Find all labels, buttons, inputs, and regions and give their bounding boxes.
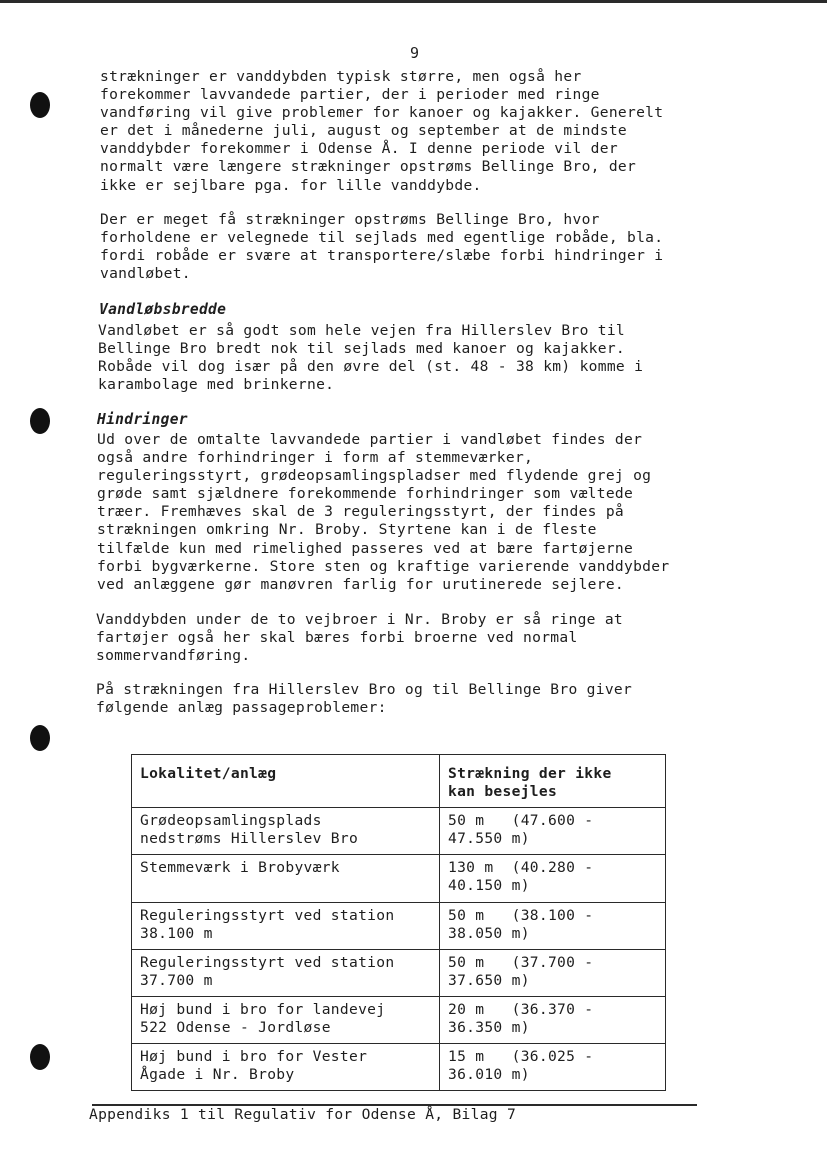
table-header-row <box>132 755 666 808</box>
intro-paragraph-1: strækninger er vanddybden typisk større, men også her forekommer lavvandede partier, der i perioder med ringe vandføring vil give problemer for kanoer og kajakker. Generelt er det i månederne juli, august og september at de mindste vanddybder forekommer i Odense Å. I denne periode vil der normalt være længere strækninger opstrøms Bellinge Bro, der ikke er sejlbare pga. for lille vanddybde. <box>100 68 664 194</box>
passage-problems-table <box>131 754 666 1091</box>
cell-stretch: 50 m (38.100 - 38.050 m) <box>440 902 666 949</box>
cell-stretch: 50 m (47.600 - 47.550 m) <box>440 808 666 855</box>
passage-intro-paragraph: På strækningen fra Hillerslev Bro og til Bellinge Bro giver følgende anlæg passageproblemer: <box>96 681 633 717</box>
punch-hole <box>30 408 50 434</box>
cell-location: Grødeopsamlingsplads nedstrøms Hillerslev Bro <box>132 808 440 855</box>
cell-location: Stemmeværk i Brobyværk <box>132 855 440 902</box>
section-heading-width: Vandløbsbredde <box>99 301 227 318</box>
cell-stretch: 50 m (37.700 - 37.650 m) <box>440 949 666 996</box>
column-header-location: Lokalitet/anlæg <box>132 755 440 808</box>
cell-stretch: 130 m (40.280 - 40.150 m) <box>440 855 666 902</box>
table-row <box>132 1044 666 1091</box>
width-paragraph: Vandløbet er så godt som hele vejen fra Hillerslev Bro til Bellinge Bro bredt nok til sejlads med kanoer og kajakker. Robåde vil dog især på den øvre del (st. 48 - 38 km) komme i karambolage med brinkerne. <box>98 322 644 394</box>
cell-location: Reguleringsstyrt ved station 38.100 m <box>132 902 440 949</box>
intro-paragraph-2: Der er meget få strækninger opstrøms Bellinge Bro, hvor forholdene er velegnede til sejlads med egentlige robåde, bla. fordi robåde er svære at transportere/slæbe forbi hindringer i vandløbet. <box>100 211 664 283</box>
page-top-edge <box>0 0 827 3</box>
bridges-paragraph: Vanddybden under de to vejbroer i Nr. Broby er så ringe at fartøjer også her skal bæres forbi broerne ved normal sommervandføring. <box>96 611 623 665</box>
cell-location: Reguleringsstyrt ved station 37.700 m <box>132 949 440 996</box>
punch-hole <box>30 92 50 118</box>
punch-hole <box>30 1044 50 1070</box>
section-heading-obstacles: Hindringer <box>97 411 188 428</box>
punch-hole <box>30 725 50 751</box>
cell-location: Høj bund i bro for Vester Ågade i Nr. Broby <box>132 1044 440 1091</box>
table-row <box>132 902 666 949</box>
cell-location: Høj bund i bro for landevej 522 Odense - Jordløse <box>132 996 440 1043</box>
cell-stretch: 15 m (36.025 - 36.010 m) <box>440 1044 666 1091</box>
table-row <box>132 855 666 902</box>
table-row <box>132 808 666 855</box>
footer-text: Appendiks 1 til Regulativ for Odense Å, Bilag 7 <box>89 1106 517 1123</box>
table-row <box>132 996 666 1043</box>
cell-stretch: 20 m (36.370 - 36.350 m) <box>440 996 666 1043</box>
obstacles-paragraph: Ud over de omtalte lavvandede partier i vandløbet findes der også andre forhindringer i form af stemmeværker, reguleringsstyrt, grødeopsamlingspladser med flydende grej og grøde samt sjældnere forekommende forhindringer som væltede træer. Fremhæves skal de 3 reguleringsstyrt, der findes på strækningen omkring Nr. Broby. Styrtene kan i de fleste tilfælde kun med rimelighed passeres ved at bære fartøjerne forbi bygværkerne. Store sten og kraftige varierende vanddybder ved anlæggene gør manøvren farlig for urutinerede sejlere. <box>97 431 670 593</box>
page-number: 9 <box>410 44 420 62</box>
table-row <box>132 949 666 996</box>
column-header-stretch: Strækning der ikke kan besejles <box>440 755 666 808</box>
